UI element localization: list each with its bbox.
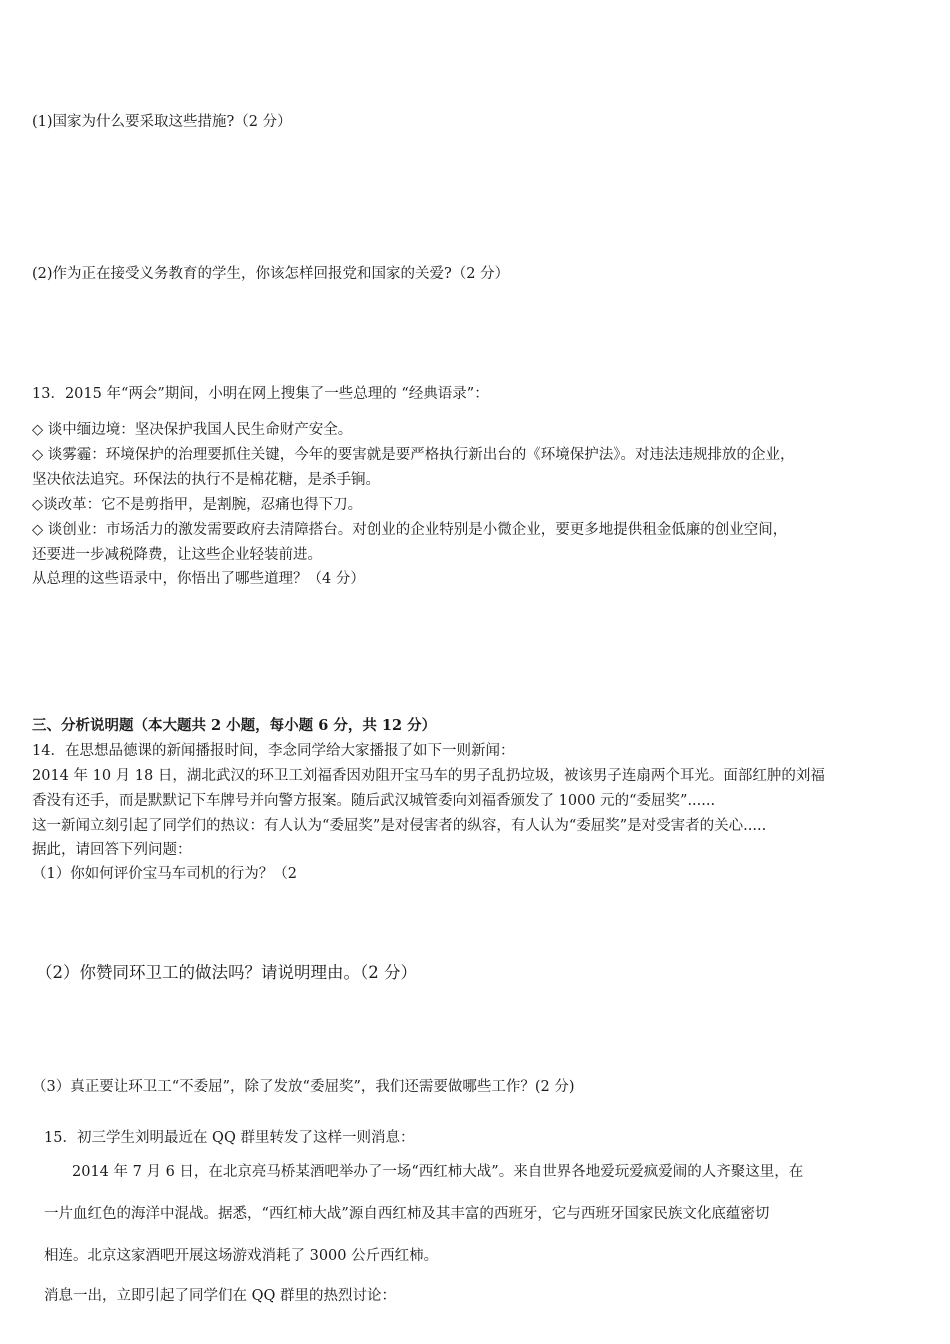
q13-item: ◇谈改革：它不是剪指甲，是割腕，忍痛也得下刀。 <box>32 497 363 513</box>
q15-line: 相连。北京这家酒吧开展这场游戏消耗了 3000 公斤西红柿。 <box>44 1248 439 1264</box>
q14-sub3: （3）真正要让环卫工“不委屈”，除了发放“委屈奖”，我们还需要做哪些工作？(2 分) <box>32 1079 575 1095</box>
q14-line: 据此，请回答下列问题： <box>32 842 192 858</box>
q14-line: 2014 年 10 月 18 日，湖北武汉的环卫工刘福香因劝阻开宝马车的男子乱扔垃圾，被该男子连扇两个耳光。面部红肿的刘福 <box>32 768 825 784</box>
q13-item: ◇ 谈创业：市场活力的激发需要政府去清障搭台。对创业的企业特别是小微企业，要更多地提供租金低廉的创业空间， <box>32 522 788 538</box>
q14-line: 这一新闻立刻引起了同学们的热议：有人认为“委屈奖”是对侵害者的纵容，有人认为“委屈奖”是对受害者的关心..... <box>32 818 767 834</box>
q13-question: 从总理的这些语录中，你悟出了哪些道理？（4 分） <box>32 571 365 587</box>
q14-line: 香没有还手，而是默默记下车牌号并向警方报案。随后武汉城管委向刘福香颁发了 1000 元的“委屈奖”...... <box>32 793 716 809</box>
q14-line: 14．在思想品德课的新闻播报时间，李念同学给大家播报了如下一则新闻： <box>32 743 515 759</box>
q15-line: 15．初三学生刘明最近在 QQ 群里转发了这样一则消息： <box>44 1130 415 1146</box>
q13-item: ◇ 谈雾霾：环境保护的治理要抓住关键，今年的要害就是要严格执行新出台的《环境保护法》。对违法违规排放的企业， <box>32 447 795 463</box>
q15-line: 消息一出，立即引起了同学们在 QQ 群里的热烈讨论： <box>44 1288 396 1304</box>
q14-sub1: （1）你如何评价宝马车司机的行为？（2 <box>32 866 297 882</box>
q15-line: 2014 年 7 月 6 日，在北京亮马桥某酒吧举办了一场“西红柿大战”。来自世界各地爱玩爱疯爱闹的人齐聚这里，在 <box>72 1164 804 1180</box>
q12-sub2: (2)作为正在接受义务教育的学生，你该怎样回报党和国家的关爱?（2 分） <box>32 266 510 282</box>
section-heading: 三、分析说明题（本大题共 2 小题，每小题 6 分，共 12 分） <box>32 717 437 734</box>
q12-sub1: (1)国家为什么要采取这些措施?（2 分） <box>32 114 292 130</box>
q13-intro: 13．2015 年“两会”期间，小明在网上搜集了一些总理的 “经典语录”： <box>32 386 489 402</box>
q13-item: 坚决依法追究。环保法的执行不是棉花糖，是杀手锏。 <box>32 472 380 488</box>
q15-line: 一片血红色的海洋中混战。据悉，“西红柿大战”源自西红柿及其丰富的西班牙，它与西班牙国家民族文化底蕴密切 <box>44 1206 770 1222</box>
q13-item: 还要进一步减税降费，让这些企业轻装前进。 <box>32 547 322 563</box>
q14-sub2: （2）你赞同环卫工的做法吗？请说明理由。（2 分） <box>36 963 417 982</box>
q13-item: ◇ 谈中缅边境：坚决保护我国人民生命财产安全。 <box>32 422 353 438</box>
